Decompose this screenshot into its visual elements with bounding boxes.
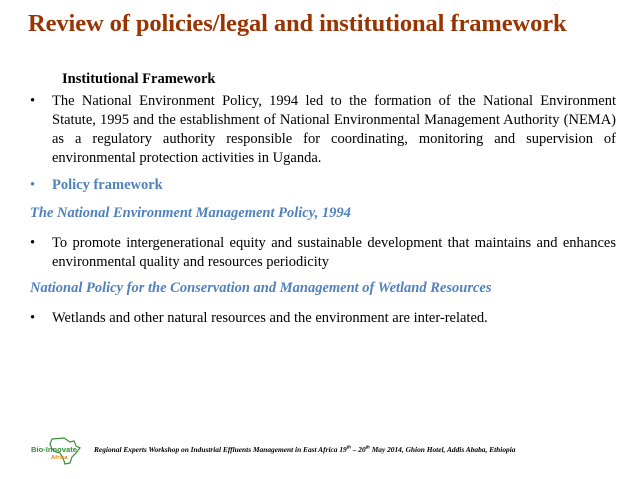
- bullet-nema: [30, 92, 616, 168]
- bio-innovate-africa-logo: [30, 436, 94, 466]
- bullet-wetlands: [30, 309, 616, 328]
- bullet-text: The National Environment Policy, 1994 led to the formation of the National Environment Statute, 1995 and the establishment of National Environmental Management Authority (NEMA) as a regulatory authority responsible for coordinating, monitoring and supervision of environmental protection activities in Uganda.: [52, 93, 616, 166]
- bullet-nemp: [30, 234, 616, 272]
- bullet-marker: •: [30, 93, 36, 109]
- logo-text: Bio-Innovate: [31, 445, 77, 454]
- bullet-text: Wetlands and other natural resources and the environment are inter-related.: [52, 310, 488, 326]
- slide-title: Review of policies/legal and institutional framework: [28, 10, 567, 37]
- footer: [30, 436, 610, 466]
- heading-wetlands: National Policy for the Conservation and Management of Wetland Resources: [30, 280, 492, 296]
- bullet-text: Policy framework: [52, 177, 163, 193]
- subheading-institutional-framework: Institutional Framework: [62, 71, 216, 87]
- bullet-text: To promote intergenerational equity and sustainable development that maintains and enhances environmental quality and resources periodicity: [52, 235, 616, 270]
- bullet-policy-framework: [30, 176, 616, 195]
- footer-text: Regional Experts Workshop on Industrial Effluents Management in East Africa 19th – 20th May 2014, Ghion Hotel, Addis Ababa, Ethiopia: [94, 445, 516, 454]
- bullet-marker: •: [30, 310, 36, 326]
- heading-nemp: The National Environment Management Policy, 1994: [30, 205, 351, 221]
- bullet-marker: •: [30, 235, 36, 251]
- logo-subtext: Africa: [51, 455, 68, 461]
- bullet-marker: •: [30, 177, 36, 193]
